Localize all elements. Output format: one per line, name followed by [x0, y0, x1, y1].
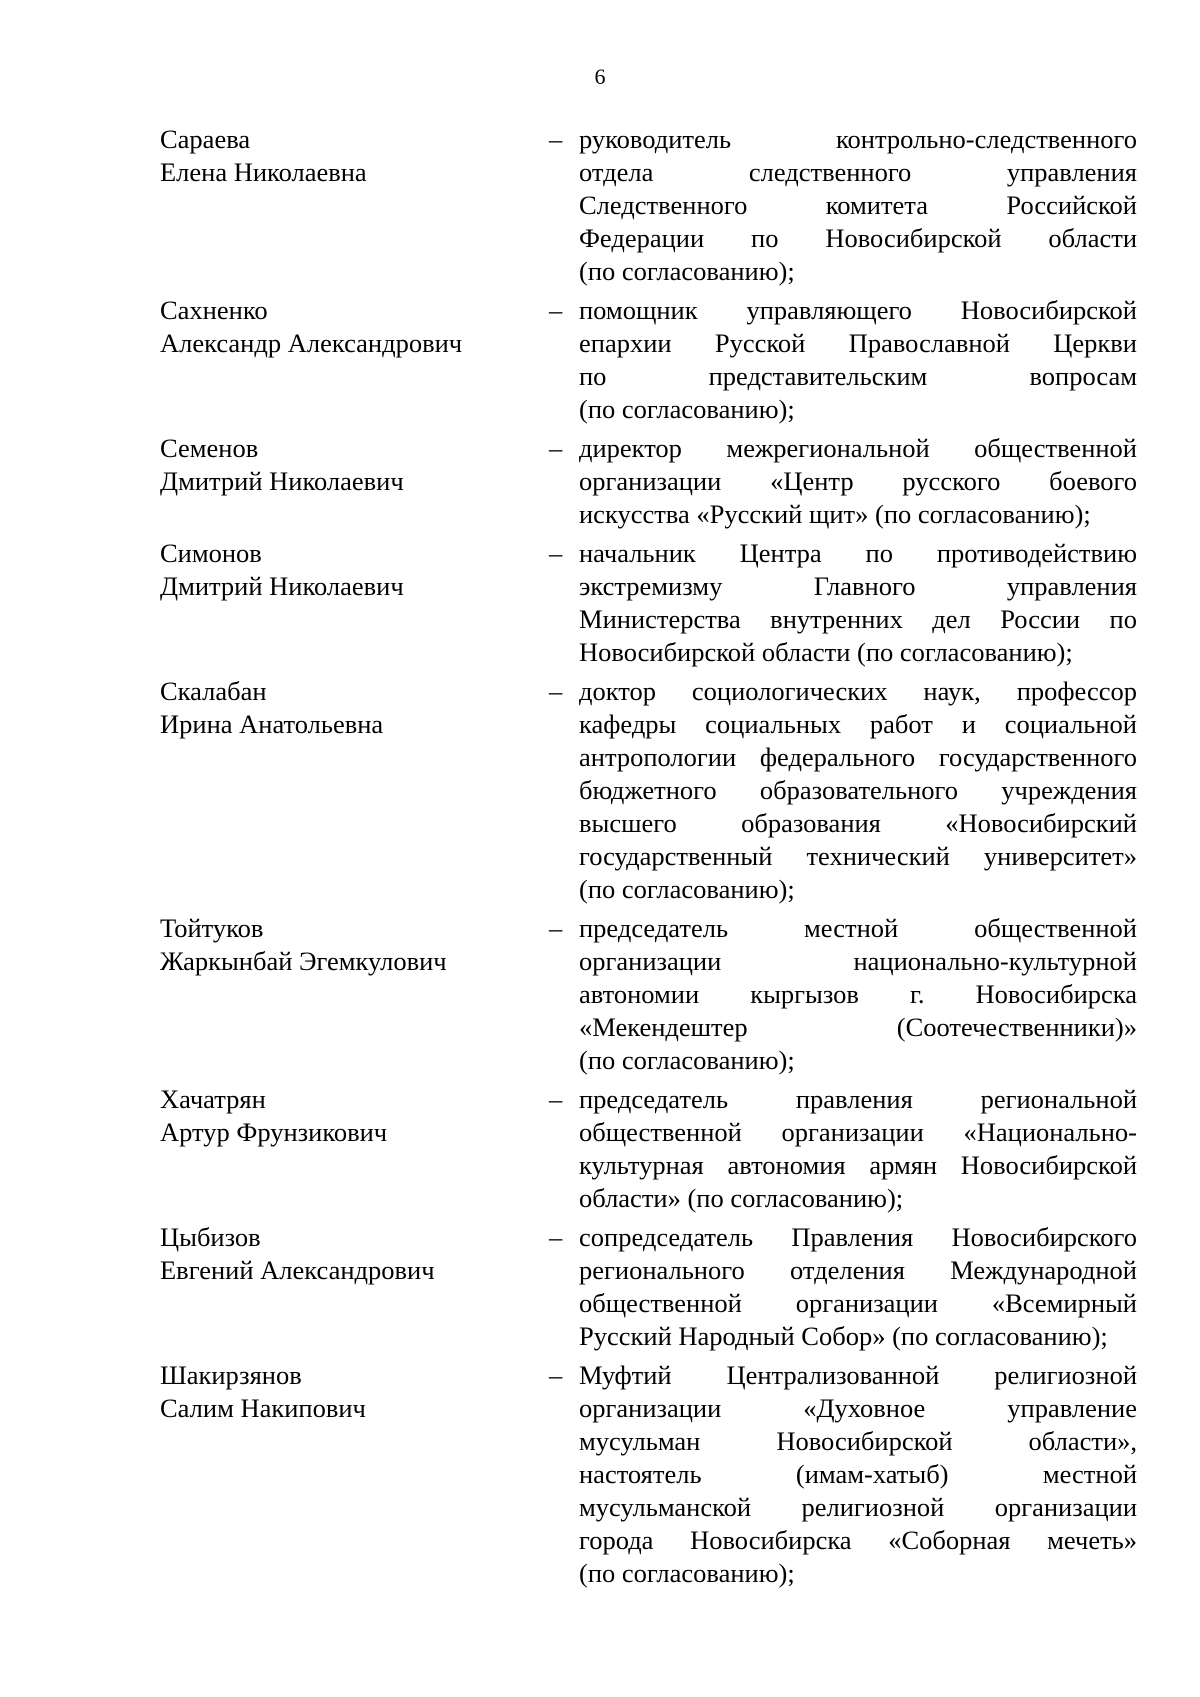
position-line: общественной организации «Всемирный [579, 1288, 1137, 1318]
member-position [579, 912, 1137, 1077]
position-line: высшего образования «Новосибирский [579, 808, 1137, 838]
position-line: организации национально-культурной [579, 946, 1137, 976]
position-line: доктор социологических наук, профессор [579, 676, 1137, 706]
position-line: (по согласованию); [579, 1045, 795, 1075]
member-name [160, 537, 549, 669]
position-line: директор межрегиональной общественной [579, 433, 1137, 463]
member-name [160, 1083, 549, 1215]
member-list [160, 123, 1140, 1596]
member-name [160, 294, 549, 426]
member-given-name: Александр Александрович [160, 328, 463, 358]
member-entry [160, 123, 1140, 288]
member-surname: Цыбизов [160, 1222, 261, 1252]
member-given-name: Жаркынбай Эгемкулович [160, 946, 447, 976]
position-line: искусства «Русский щит» (по согласованию); [579, 499, 1091, 529]
dash-separator: – [549, 538, 563, 568]
position-line: организации «Центр русского боевого [579, 466, 1137, 496]
member-position [579, 675, 1137, 906]
position-line: отдела следственного управления [579, 157, 1137, 187]
position-line: Министерства внутренних дел России по [579, 604, 1137, 634]
position-line: организации «Духовное управление [579, 1393, 1137, 1423]
position-line: Новосибирской области (по согласованию); [579, 637, 1073, 667]
position-line: мусульман Новосибирской области», [579, 1426, 1137, 1456]
member-position [579, 537, 1137, 669]
member-given-name: Евгений Александрович [160, 1255, 435, 1285]
dash-separator: – [549, 1084, 563, 1114]
member-entry [160, 675, 1140, 906]
member-given-name: Дмитрий Николаевич [160, 466, 404, 496]
member-position [579, 1083, 1137, 1215]
position-line: культурная автономия армян Новосибирской [579, 1150, 1137, 1180]
member-name [160, 1359, 549, 1590]
dash-separator: – [549, 1222, 563, 1252]
position-line: по представительским вопросам [579, 361, 1137, 391]
dash-separator: – [549, 913, 563, 943]
page-number: 6 [594, 64, 606, 89]
member-entry [160, 432, 1140, 531]
member-position [579, 1359, 1137, 1590]
dash-separator: – [549, 433, 563, 463]
position-line: области» (по согласованию); [579, 1183, 904, 1213]
member-entry [160, 1359, 1140, 1590]
member-position [579, 294, 1137, 426]
position-line: антропологии федерального государственного [579, 742, 1137, 772]
member-given-name: Елена Николаевна [160, 157, 367, 187]
position-line: председатель правления региональной [579, 1084, 1137, 1114]
dash-separator: – [549, 676, 563, 706]
position-line: (по согласованию); [579, 874, 795, 904]
position-line: бюджетного образовательного учреждения [579, 775, 1137, 805]
member-entry [160, 1221, 1140, 1353]
position-line: помощник управляющего Новосибирской [579, 295, 1137, 325]
member-surname: Семенов [160, 433, 259, 463]
dash-separator: – [549, 124, 563, 154]
position-line: начальник Центра по противодействию [579, 538, 1137, 568]
position-line: мусульманской религиозной организации [579, 1492, 1137, 1522]
position-line: кафедры социальных работ и социальной [579, 709, 1137, 739]
position-line: (по согласованию); [579, 1558, 795, 1588]
member-name [160, 675, 549, 906]
member-position [579, 1221, 1137, 1353]
dash-separator: – [549, 1360, 563, 1390]
position-line: Следственного комитета Российской [579, 190, 1137, 220]
position-line: экстремизму Главного управления [579, 571, 1137, 601]
position-line: Федерации по Новосибирской области [579, 223, 1137, 253]
position-line: «Мекендештер (Соотечественники)» [579, 1012, 1137, 1042]
member-surname: Тойтуков [160, 913, 264, 943]
position-line: (по согласованию); [579, 394, 795, 424]
member-surname: Хачатрян [160, 1084, 266, 1114]
member-surname: Сахненко [160, 295, 268, 325]
member-surname: Симонов [160, 538, 262, 568]
position-line: автономии кыргызов г. Новосибирска [579, 979, 1137, 1009]
dash-separator: – [549, 295, 563, 325]
member-surname: Сараева [160, 124, 251, 154]
position-line: регионального отделения Международной [579, 1255, 1137, 1285]
position-line: настоятель (имам-хатыб) местной [579, 1459, 1137, 1489]
position-line: Муфтий Централизованной религиозной [579, 1360, 1137, 1390]
position-line: государственный технический университет» [579, 841, 1137, 871]
member-given-name: Артур Фрунзикович [160, 1117, 388, 1147]
member-surname: Шакирзянов [160, 1360, 302, 1390]
member-entry [160, 912, 1140, 1077]
member-name [160, 432, 549, 531]
member-entry [160, 537, 1140, 669]
member-given-name: Ирина Анатольевна [160, 709, 384, 739]
member-name [160, 1221, 549, 1353]
member-surname: Скалабан [160, 676, 267, 706]
position-line: Русский Народный Собор» (по согласованию); [579, 1321, 1108, 1351]
member-entry [160, 294, 1140, 426]
member-position [579, 432, 1137, 531]
position-line: председатель местной общественной [579, 913, 1137, 943]
position-line: руководитель контрольно-следственного [579, 124, 1137, 154]
member-given-name: Дмитрий Николаевич [160, 571, 404, 601]
position-line: епархии Русской Православной Церкви [579, 328, 1137, 358]
member-position [579, 123, 1137, 288]
position-line: сопредседатель Правления Новосибирского [579, 1222, 1137, 1252]
position-line: города Новосибирска «Соборная мечеть» [579, 1525, 1137, 1555]
position-line: общественной организации «Национально- [579, 1117, 1137, 1147]
member-name [160, 123, 549, 288]
member-name [160, 912, 549, 1077]
member-entry [160, 1083, 1140, 1215]
position-line: (по согласованию); [579, 256, 795, 286]
member-given-name: Салим Накипович [160, 1393, 366, 1423]
